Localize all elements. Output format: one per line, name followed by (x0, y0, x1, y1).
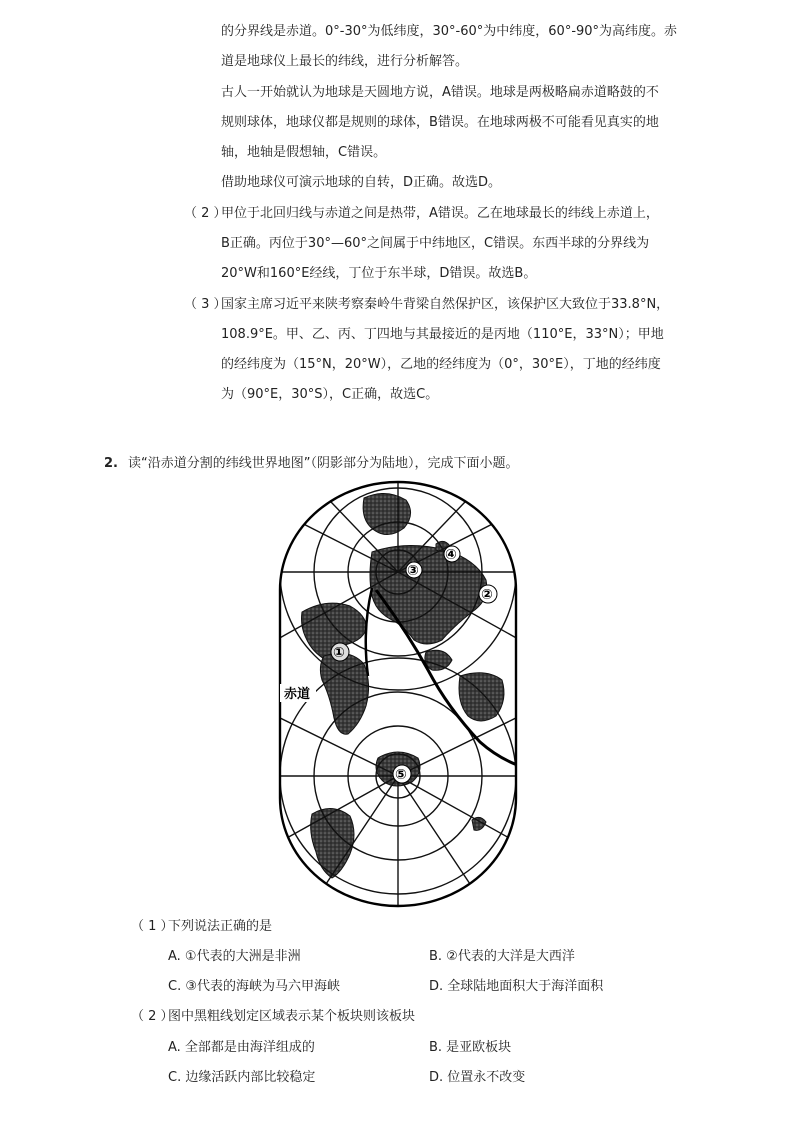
part2-label: （ 2 ） (184, 206, 227, 221)
world-map-figure (276, 480, 520, 908)
marker-5: ⑤ (395, 767, 407, 783)
sub1-option-b[interactable]: B. ②代表的大洋是大西洋 (429, 949, 575, 964)
sub2-option-d[interactable]: D. 位置永不改变 (429, 1070, 526, 1085)
latitude-world-map (276, 480, 520, 908)
prev-answer-line-6: 借助地球仪可演示地球的自转，D正确。故选D。 (221, 175, 502, 190)
part3-line-1: 国家主席习近平来陕考察秦岭牛背梁自然保护区，该保护区大致位于33.8°N， (221, 297, 670, 312)
prev-answer-line-2: 道是地球仪上最长的纬线，进行分析解答。 (221, 54, 469, 69)
marker-4: ④ (445, 547, 457, 563)
part2-line-1: 甲位于北回归线与赤道之间是热带，A错误。乙在地球最长的纬线上赤道上， (221, 206, 659, 221)
equator-label: 赤道 (284, 687, 311, 702)
prev-answer-line-5: 轴，地轴是假想轴，C错误。 (221, 145, 387, 160)
part2-line-3: 20°W和160°E经线，丁位于东半球，D错误。故选B。 (221, 266, 537, 281)
part2-line-2: B正确。丙位于30°—60°之间属于中纬地区，C错误。东西半球的分界线为 (221, 236, 650, 251)
sub2-prompt: 图中黑粗线划定区域表示某个板块则该板块 (168, 1009, 416, 1024)
prev-answer-line-1: 的分界线是赤道。0°-30°为低纬度，30°-60°为中纬度，60°-90°为高纬度。赤 (221, 24, 678, 39)
prev-answer-line-3: 古人一开始就认为地球是天圆地方说，A错误。地球是两极略扁赤道略鼓的不 (221, 85, 659, 100)
sub2-label: （ 2 ） (131, 1009, 174, 1024)
question-stem: 读“沿赤道分割的纬线世界地图”（阴影部分为陆地），完成下面小题。 (128, 456, 519, 471)
question-number: 2. (104, 456, 118, 471)
marker-2: ② (481, 587, 493, 603)
sub1-prompt: 下列说法正确的是 (168, 919, 273, 934)
part3-line-4: 为（90°E，30°S），C正确，故选C。 (221, 387, 439, 402)
sub2-option-c[interactable]: C. 边缘活跃内部比较稳定 (168, 1070, 316, 1085)
part3-label: （ 3 ） (184, 297, 227, 312)
part3-line-3: 的经纬度为（15°N，20°W），乙地的经纬度为（0°，30°E），丁地的经纬度 (221, 357, 661, 372)
prev-answer-line-4: 规则球体，地球仪都是规则的球体，B错误。在地球两极不可能看见真实的地 (221, 115, 659, 130)
marker-3: ③ (407, 563, 419, 579)
sub1-option-a[interactable]: A. ①代表的大洲是非洲 (168, 949, 301, 964)
sub2-option-b[interactable]: B. 是亚欧板块 (429, 1040, 512, 1055)
part3-line-2: 108.9°E。甲、乙、丙、丁四地与其最接近的是丙地（110°E，33°N）；甲地 (221, 327, 664, 342)
marker-1: ① (333, 645, 345, 661)
sub1-option-c[interactable]: C. ③代表的海峡为马六甲海峡 (168, 979, 340, 994)
sub1-label: （ 1 ） (131, 919, 174, 934)
sub2-option-a[interactable]: A. 全部都是由海洋组成的 (168, 1040, 315, 1055)
sub1-option-d[interactable]: D. 全球陆地面积大于海洋面积 (429, 979, 604, 994)
